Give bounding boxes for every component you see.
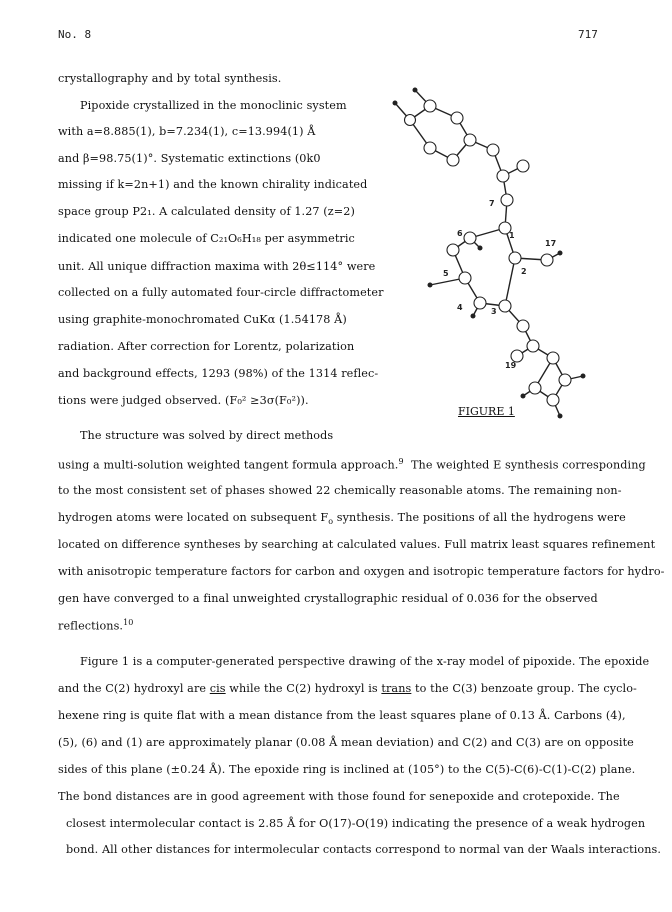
- text-line: reflections.$^{10}$: [58, 618, 134, 633]
- svg-text:2: 2: [521, 267, 527, 276]
- svg-text:17: 17: [545, 239, 557, 248]
- text-line: The structure was solved by direct methods: [80, 429, 334, 442]
- svg-text:1: 1: [509, 231, 515, 240]
- text-line: (5), (6) and (1) are approximately planar (0.08 Å mean deviation) and C(2) and C(3) are on opposite: [58, 736, 634, 749]
- text-line: radiation. After correction for Lorentz, polarization: [58, 340, 355, 353]
- bonds: [395, 90, 583, 416]
- text-line: crystallography and by total synthesis.: [58, 72, 282, 85]
- svg-text:6: 6: [457, 229, 463, 238]
- text-line: hydrogen atoms were located on subsequent $F_o$ synthesis. The positions of all the hydrogens were: [58, 511, 626, 527]
- text-line: indicated one molecule of C₂₁O₆H₁₈ per asymmetric: [58, 232, 355, 245]
- molecule-drawing: [385, 78, 610, 428]
- text-line: located on difference syntheses by searching at calculated values. Full matrix least squares refinement: [58, 538, 656, 551]
- text-line: Pipoxide crystallized in the monoclinic system: [80, 99, 347, 112]
- text-line: and the C(2) hydroxyl are cis while the C(2) hydroxyl is trans to the C(3) benzoate group. The cyclo-: [58, 682, 637, 695]
- page-number: 717: [578, 28, 598, 41]
- text-line: using graphite-monochromated CuKα (1.54178 Å): [58, 313, 347, 326]
- text-line: sides of this plane (±0.24 Å). The epoxide ring is inclined at (105°) to the C(5)-C(6)-C(1)-C(2) plane.: [58, 763, 636, 776]
- text-line: gen have converged to a final unweighted crystallographic residual of 0.036 for the observed: [58, 592, 598, 605]
- text-line: to the most consistent set of phases showed 22 chemically reasonable atoms. The remaining non-: [58, 484, 622, 497]
- text-line: using a multi-solution weighted tangent formula approach.$^9$ The weighted E synthesis corresponding: [58, 457, 646, 472]
- text-line: closest intermolecular contact is 2.85 Å for O(17)-O(19) indicating the presence of a weak hydrogen: [66, 817, 646, 830]
- text-line: missing if k=2n+1) and the known chirality indicated: [58, 178, 368, 191]
- svg-text:5: 5: [443, 269, 449, 278]
- text-line: The bond distances are in good agreement with those found for senepoxide and crotepoxide. The: [58, 790, 620, 803]
- text-line: with a=8.885(1), b=7.234(1), c=13.994(1) Å: [58, 125, 316, 138]
- svg-text:7: 7: [489, 199, 495, 208]
- text-line: hexene ring is quite flat with a mean distance from the least squares plane of 0.13 Å. Carbons (4),: [58, 709, 626, 722]
- text-line: bond. All other distances for intermolecular contacts correspond to normal van der Waals interactions.: [66, 843, 662, 856]
- text-line: and β=98.75(1)°. Systematic extinctions (0k0: [58, 152, 321, 165]
- text-line: and background effects, 1293 (98%) of the 1314 reflec-: [58, 367, 379, 380]
- text-line: space group P2₁. A calculated density of 1.27 (z=2): [58, 205, 355, 218]
- svg-text:3: 3: [491, 307, 497, 316]
- text-line: Figure 1 is a computer-generated perspective drawing of the x-ray model of pipoxide. The epoxide: [80, 655, 650, 668]
- text-line: unit. All unique diffraction maxima with 2θ≤114° were: [58, 260, 376, 273]
- text-line: with anisotropic temperature factors for carbon and oxygen and isotropic temperature factors for hydro-: [58, 565, 665, 578]
- svg-text:4: 4: [457, 303, 463, 312]
- svg-text:19: 19: [505, 361, 517, 370]
- text-line: collected on a fully automated four-circle diffractometer: [58, 286, 384, 299]
- text-line: tions were judged observed. (F₀² ≥3σ(F₀²)).: [58, 394, 309, 407]
- figure-caption: FIGURE 1: [458, 405, 515, 418]
- issue-number: No. 8: [58, 28, 92, 41]
